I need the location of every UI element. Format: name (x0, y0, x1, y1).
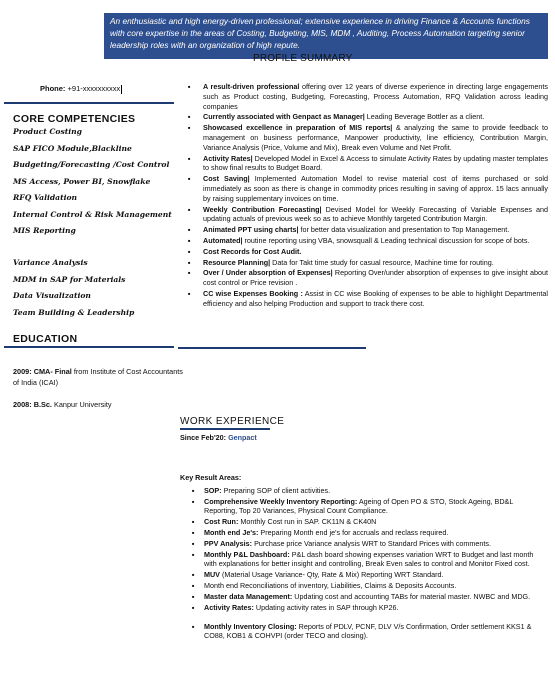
summary-lead: Over / Under absorption of Expenses| (203, 268, 333, 278)
education-detail: from Institute of Cost Accountants of India (ICAI) (13, 367, 183, 387)
education-degree: B.Sc. (33, 400, 52, 409)
kra-lead: MUV (204, 570, 220, 580)
kra-item (192, 486, 547, 496)
kra-item (192, 570, 547, 580)
education-year: 2008: (13, 400, 32, 409)
kra-lead: Monthly Inventory Closing: (204, 621, 297, 631)
kra-lead: PPV Analysis: (204, 539, 253, 549)
banner-text: An enthusiastic and high energy-driven professional; extensive experience in driving Finance & Accounts functions with core expertise in the areas of Costing, Budgeting, MIS, MDM , Auditing, Process Automation targeting senior leadership roles with an organization of high repute. (110, 16, 530, 50)
kra-text: Monthly Cost run in SAP. CK11N & CK40N (238, 517, 377, 527)
summary-item (188, 112, 548, 122)
divider-phone (4, 102, 174, 104)
competency-item: Data Visualization (13, 291, 91, 300)
summary-item (188, 247, 548, 257)
divider-education (4, 346, 174, 348)
summary-text: Leading Beverage Bottler as a client. (364, 112, 485, 122)
summary-lead: Automated| (203, 235, 243, 245)
competency-item: MIS Reporting (13, 226, 76, 235)
text-cursor (121, 85, 122, 94)
competency-item: RFQ Validation (13, 193, 78, 202)
profile-summary-title: PROFILE SUMMARY (253, 53, 353, 64)
divider-work (180, 428, 270, 430)
competency-item: SAP FICO Module,Blackline (13, 143, 132, 153)
summary-text: Reporting Over/under absorption of expenses to give insight about cost control or Price revision . (203, 268, 548, 288)
work-since: Since Feb'20: (180, 433, 227, 442)
competency-item: Team Building & Leadership (13, 307, 135, 317)
work-company: Genpact (228, 433, 257, 442)
summary-lead: A result-driven professional (203, 82, 300, 91)
kra-lead: Monthly P&L Dashboard: (204, 549, 290, 559)
kra-text: Updating activity rates in SAP through KP26. (253, 603, 399, 613)
competency-item: Product Costing (13, 127, 82, 136)
competencies-extra-list (13, 255, 134, 321)
summary-text: for better data visualization and presentation to Top Management. (298, 225, 510, 235)
summary-item (188, 289, 548, 309)
kra-text: Updating cost and accounting TABs for material master. NWBC and MDG. (292, 592, 531, 602)
competency-item: MS Access, Power BI, Snowflake (13, 176, 151, 186)
kra-item (192, 622, 547, 641)
education-title: EDUCATION (13, 333, 78, 345)
summary-lead: Showcased excellence in preparation of MIS reports| (203, 123, 393, 133)
kra-item (192, 539, 547, 549)
summary-lead: Activity Rates| (203, 153, 253, 163)
competency-item: MDM in SAP for Materials (13, 274, 126, 284)
phone-value: +91-xxxxxxxxxx (67, 84, 121, 93)
summary-item (188, 268, 548, 288)
summary-text: & analyzing the same to provide feedback to management on business performance, Manpower productivity, line efficiency, Contribution Margin, Variance Analysis (Price, Volume and Mix), Break even Volume and Net Profit. (203, 123, 548, 152)
competencies-title: CORE COMPETENCIES (13, 113, 136, 125)
summary-item (188, 154, 548, 174)
phone-label: Phone: (40, 84, 66, 93)
summary-item (188, 123, 548, 152)
summary-item (188, 225, 548, 235)
kra-lead: Activity Rates: (204, 603, 254, 613)
education-item (13, 366, 183, 388)
summary-text: routine reporting using VBA, snowsquall & Leading technical discussion for scope of bots. (242, 235, 530, 245)
kra-item (192, 581, 547, 591)
kra-text: (Material Usage Variance- Qty, Rate & Mix) Reporting WRT Standard. (219, 570, 444, 580)
education-detail: Kanpur University (53, 400, 112, 409)
kra-item (192, 497, 547, 516)
summary-lead: Cost Records for Cost Audit. (203, 246, 302, 256)
summary-text: Developed Model in Excel & Access to simulate Activity Rates by updating master templates to show final results to Budget Board. (203, 153, 548, 173)
divider-summary (178, 347, 366, 349)
kra-item (192, 528, 547, 538)
kra-item (192, 550, 547, 569)
kra-item (192, 603, 547, 613)
competencies-list (13, 124, 172, 240)
competency-item: Variance Analysis (13, 258, 88, 267)
kra-label: Key Result Areas: (180, 473, 242, 482)
summary-lead: CC wise Expenses Booking : (203, 288, 303, 298)
kra-text: Preparing SOP of client activities. (221, 486, 331, 495)
summary-item (188, 205, 548, 225)
kra-lead: Cost Run: (204, 517, 239, 527)
summary-lead: Animated PPT using charts| (203, 225, 299, 235)
kra-text: P&L dash board showing expenses variation WRT to Budget and last month with explanations for better insight and controlling, Break Even sales to control and Monitor Fixed cost. (204, 549, 534, 569)
summary-text: offering over 12 years of diverse experience in directing large engagements such as Product costing, Budgeting, Forecasting, Process Automation, RFQ Validation across leading companies (203, 82, 548, 111)
kra-lead: SOP: (204, 486, 222, 495)
summary-lead: Cost Saving| (203, 174, 250, 184)
summary-text: Data for Takt time study for casual resource, Machine time for routing. (270, 257, 494, 267)
summary-text: Implemented Automation Model to revise material cost of items purchased or sold immediately as soon as there is change in commodity prices resulting in saving of approx. 15 lacs annually by raising supplementary invoices on time. (203, 174, 548, 203)
kra-item (192, 517, 547, 527)
summary-text: Assist in CC wise Booking of expenses to be able to highlight Departmental efficiency and also helping Production and support to track there cost. (203, 288, 548, 308)
kra-lead: Master data Management: (204, 592, 293, 602)
summary-item (188, 236, 548, 246)
kra-lead: Comprehensive Weekly Inventory Reporting: (204, 496, 358, 506)
competency-item: Internal Control & Risk Management (13, 209, 172, 219)
summary-item (188, 258, 548, 268)
profile-summary-list (188, 82, 548, 310)
education-year: 2009: (13, 367, 32, 376)
kra-text: Month end Reconciliations of inventory, Liabilities, Claims & Deposits Accounts. (204, 581, 457, 591)
kra-text: Preparing Month end je's for accruals and reclass required. (258, 528, 449, 538)
phone-line (40, 84, 122, 94)
education-item (13, 399, 183, 410)
summary-item (188, 82, 548, 111)
education-degree: CMA- Final (33, 367, 72, 376)
summary-lead: Weekly Contribution Forecasting| (203, 204, 322, 214)
summary-lead: Resource Planning| (203, 257, 271, 267)
work-period (180, 433, 257, 442)
kra-text: Ageing of Open PO & STO, Stock Ageing, BD&L Reporting, Top 20 Variances, Physical Count Compliance. (204, 496, 514, 516)
kra-lead: Month end Je's: (204, 528, 259, 538)
work-experience-title: WORK EXPERIENCE (180, 416, 285, 427)
kra-list (192, 486, 547, 642)
kra-item (192, 592, 547, 602)
competency-item: Budgeting/Forecasting /Cost Control (13, 160, 170, 169)
summary-lead: Currently associated with Genpact as Manager| (203, 112, 365, 122)
kra-text: Reports of PDLV, PCNF, DLV V/s Confirmation, Order settlement KKS1 & CO88, KOB1 & COHVPI (order TECO and closing). (204, 621, 532, 641)
summary-item (188, 174, 548, 203)
kra-text: Purchase price Variance analysis WRT to Standard Prices with comments. (252, 539, 491, 549)
summary-text: Devised Model for Weekly Forecasting of Variable Expenses and updating actuals of previous week so as to achieve Monthly targeted Contribution Margin. (203, 204, 549, 224)
